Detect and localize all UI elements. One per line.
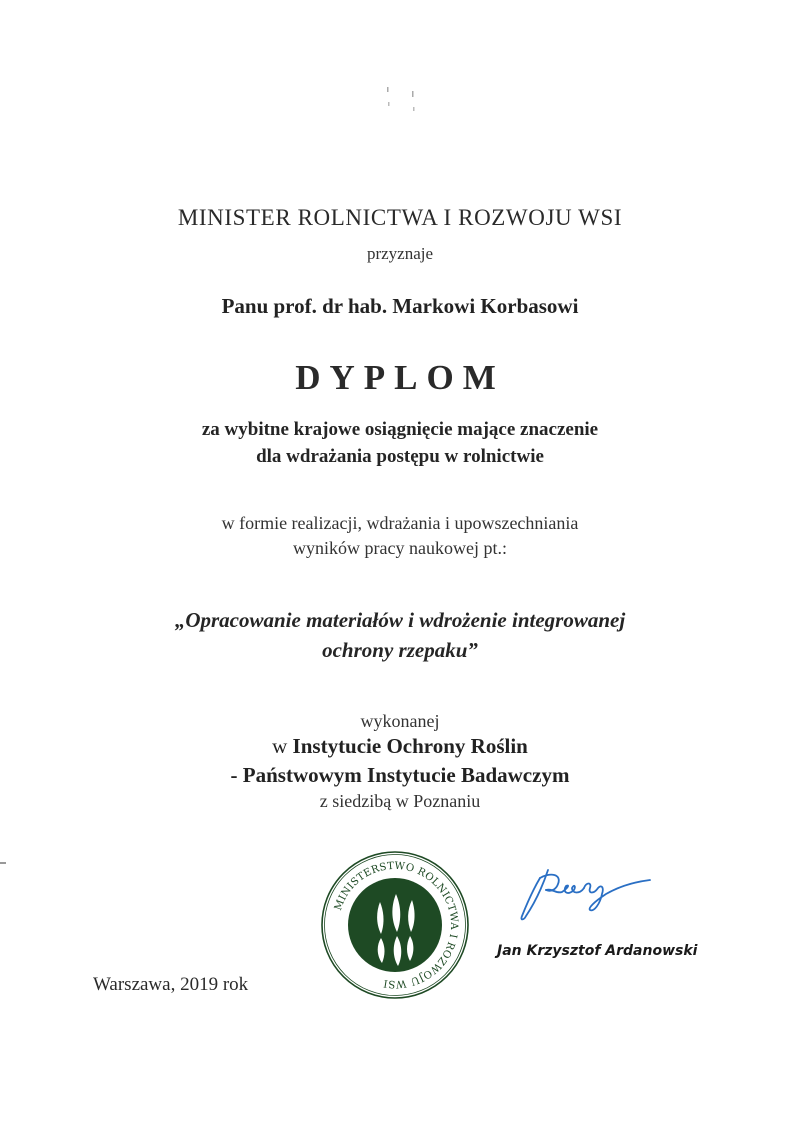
diploma-title: DYPLOM: [295, 358, 505, 397]
scan-edge-mark: [0, 862, 6, 864]
institution-prefix: w: [272, 734, 293, 758]
work-title-line-2: ochrony rzepaku”: [322, 638, 478, 662]
institution-line-1: [0, 734, 800, 759]
institution-line-2: - Państwowym Instytucie Badawczym: [230, 763, 570, 787]
reason-line-1: za wybitne krajowe osiągnięcie mające znaczenie: [201, 419, 599, 440]
ministry-seal: [320, 850, 470, 1000]
recipient-name: Panu prof. dr hab. Markowi Korbasowi: [221, 294, 579, 318]
seal-text: MINISTERSTWO ROLNICTWA I ROZWOJU WSI: [332, 860, 460, 990]
award-verb: przyznaje: [366, 244, 434, 263]
place-and-date: Warszawa, 2019 rok: [93, 974, 249, 995]
handwritten-signature: [510, 858, 660, 928]
form-line-2: wyników pracy naukowej pt.:: [293, 538, 507, 558]
reason-line-2: dla wdrażania postępu w rolnictwie: [256, 446, 544, 467]
form-line-1: w formie realizacji, wdrażania i upowszechniania: [221, 513, 579, 533]
paper-specks: [385, 85, 425, 115]
signer-name: Jan Krzysztof Ardanowski: [497, 943, 698, 959]
institution-name: Instytucie Ochrony Roślin: [292, 734, 528, 758]
issuer-heading: MINISTER ROLNICTWA I ROZWOJU WSI: [177, 205, 623, 230]
institution-seat: z siedzibą w Poznaniu: [319, 791, 481, 811]
performed-label: wykonanej: [360, 711, 440, 731]
work-title-line-1: „Opracowanie materiałów i wdrożenie integrowanej: [174, 608, 626, 632]
